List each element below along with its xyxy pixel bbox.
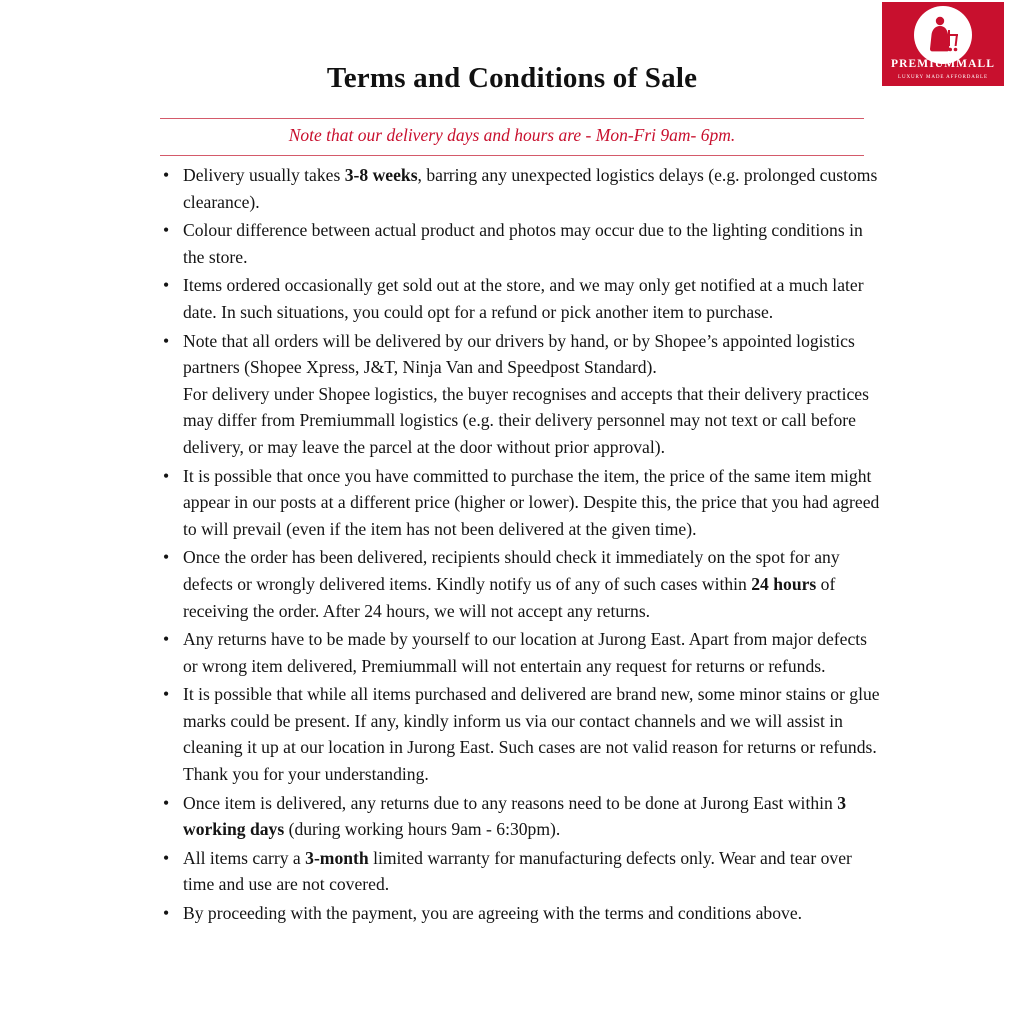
emphasis-text: 3-month <box>305 847 369 868</box>
term-text: Once the order has been delivered, recipients should check it immediately on the spot for any defects or wrongly delivered items. Kindly notify us of any of such cases within <box>183 547 840 594</box>
page-title: Terms and Conditions of Sale <box>326 62 698 94</box>
term-paragraph <box>183 681 880 787</box>
term-item-returns-location <box>150 626 880 679</box>
term-item-check-on-delivery <box>150 544 880 624</box>
bullet-icon: • <box>163 220 170 241</box>
term-text: (during working hours 9am - 6:30pm). <box>284 819 561 840</box>
term-paragraph <box>183 845 880 898</box>
delivery-hours-note: Note that our delivery days and hours are - Mon-Fri 9am- 6pm. <box>288 125 736 145</box>
term-item-delivery-time <box>150 162 880 215</box>
emphasis-text: 3 working days <box>183 792 847 840</box>
logo-brand-name: PREMIUMMALL <box>890 58 996 70</box>
term-paragraph <box>183 626 880 679</box>
bullet-icon: • <box>163 465 170 486</box>
divider-bottom <box>160 155 864 156</box>
term-text: It is possible that while all items purchased and delivered are brand new, some minor stains or glue marks could be present. If any, kindly inform us via our contact channels and we will assist in cleaning it up at our location in Jurong East. Such cases are not valid reason for returns or refunds. Thank you for your understanding. <box>183 684 880 785</box>
term-text: limited warranty for manufacturing defects only. Wear and tear over time and use are not covered. <box>183 847 852 895</box>
term-item-warranty <box>150 845 880 898</box>
term-item-price-changes <box>150 463 880 543</box>
term-paragraph <box>183 544 880 624</box>
term-item-minor-stains <box>150 681 880 787</box>
term-text: By proceeding with the payment, you are agreeing with the terms and conditions above. <box>183 903 803 924</box>
bullet-icon: • <box>163 684 170 705</box>
term-paragraph <box>183 217 880 270</box>
term-item-colour-difference <box>150 217 880 270</box>
bullet-icon: • <box>163 330 170 351</box>
term-text: Colour difference between actual product and photos may occur due to the lighting conditions in the store. <box>183 220 863 267</box>
term-item-return-window <box>150 790 880 843</box>
term-paragraph <box>183 381 880 461</box>
term-item-delivery-partners <box>150 328 880 461</box>
emphasis-text: 24 hours <box>751 573 817 594</box>
term-paragraph <box>183 162 880 215</box>
term-paragraph <box>183 900 880 927</box>
emphasis-text: 3-8 weeks <box>344 165 418 185</box>
term-text: All items carry a <box>183 847 306 868</box>
bullet-icon: • <box>163 847 170 868</box>
term-text: Delivery usually takes <box>183 165 345 185</box>
terms-content <box>150 162 880 929</box>
term-text: Any returns have to be made by yourself to our location at Jurong East. Apart from major defects or wrong item delivered, Premiummall will not entertain any request for returns or refunds. <box>183 629 868 676</box>
term-paragraph <box>183 463 880 543</box>
bullet-icon: • <box>163 547 170 568</box>
bullet-icon: • <box>163 792 170 813</box>
bullet-icon: • <box>163 629 170 650</box>
term-paragraph <box>183 790 880 843</box>
term-item-agreement <box>150 900 880 927</box>
term-text: Note that all orders will be delivered by our drivers by hand, or by Shopee’s appointed logistics partners (Shopee Xpress, J&T, Ninja Van and Speedpost Standard). <box>183 330 855 378</box>
divider-top <box>160 118 864 119</box>
term-paragraph <box>183 328 880 381</box>
term-text: , barring any unexpected logistics delays (e.g. prolonged customs clearance). <box>183 165 878 212</box>
bullet-icon: • <box>163 903 170 924</box>
term-text: Items ordered occasionally get sold out at the store, and we may only get notified at a much later date. In such situations, you could opt for a refund or pick another item to purchase. <box>183 275 864 322</box>
bullet-icon: • <box>163 165 170 185</box>
bullet-icon: • <box>163 275 170 296</box>
term-item-sold-out-items <box>150 272 880 325</box>
term-text: For delivery under Shopee logistics, the buyer recognises and accepts that their delivery practices may differ from Premiummall logistics (e.g. their delivery personnel may not text or call before delivery, or may leave the parcel at the door without prior approval). <box>183 383 869 457</box>
term-text: Once item is delivered, any returns due to any reasons need to be done at Jurong East within <box>183 792 838 813</box>
term-text: of receiving the order. After 24 hours, we will not accept any returns. <box>183 573 836 621</box>
term-text: It is possible that once you have committed to purchase the item, the price of the same item might appear in our posts at a different price (higher or lower). Despite this, the price that you had agreed to will prevail (even if the item has not been delivered at the given time). <box>183 465 880 539</box>
terms-list <box>150 162 880 927</box>
logo-tagline: LUXURY MADE AFFORDABLE <box>898 75 988 80</box>
term-paragraph <box>183 272 880 325</box>
